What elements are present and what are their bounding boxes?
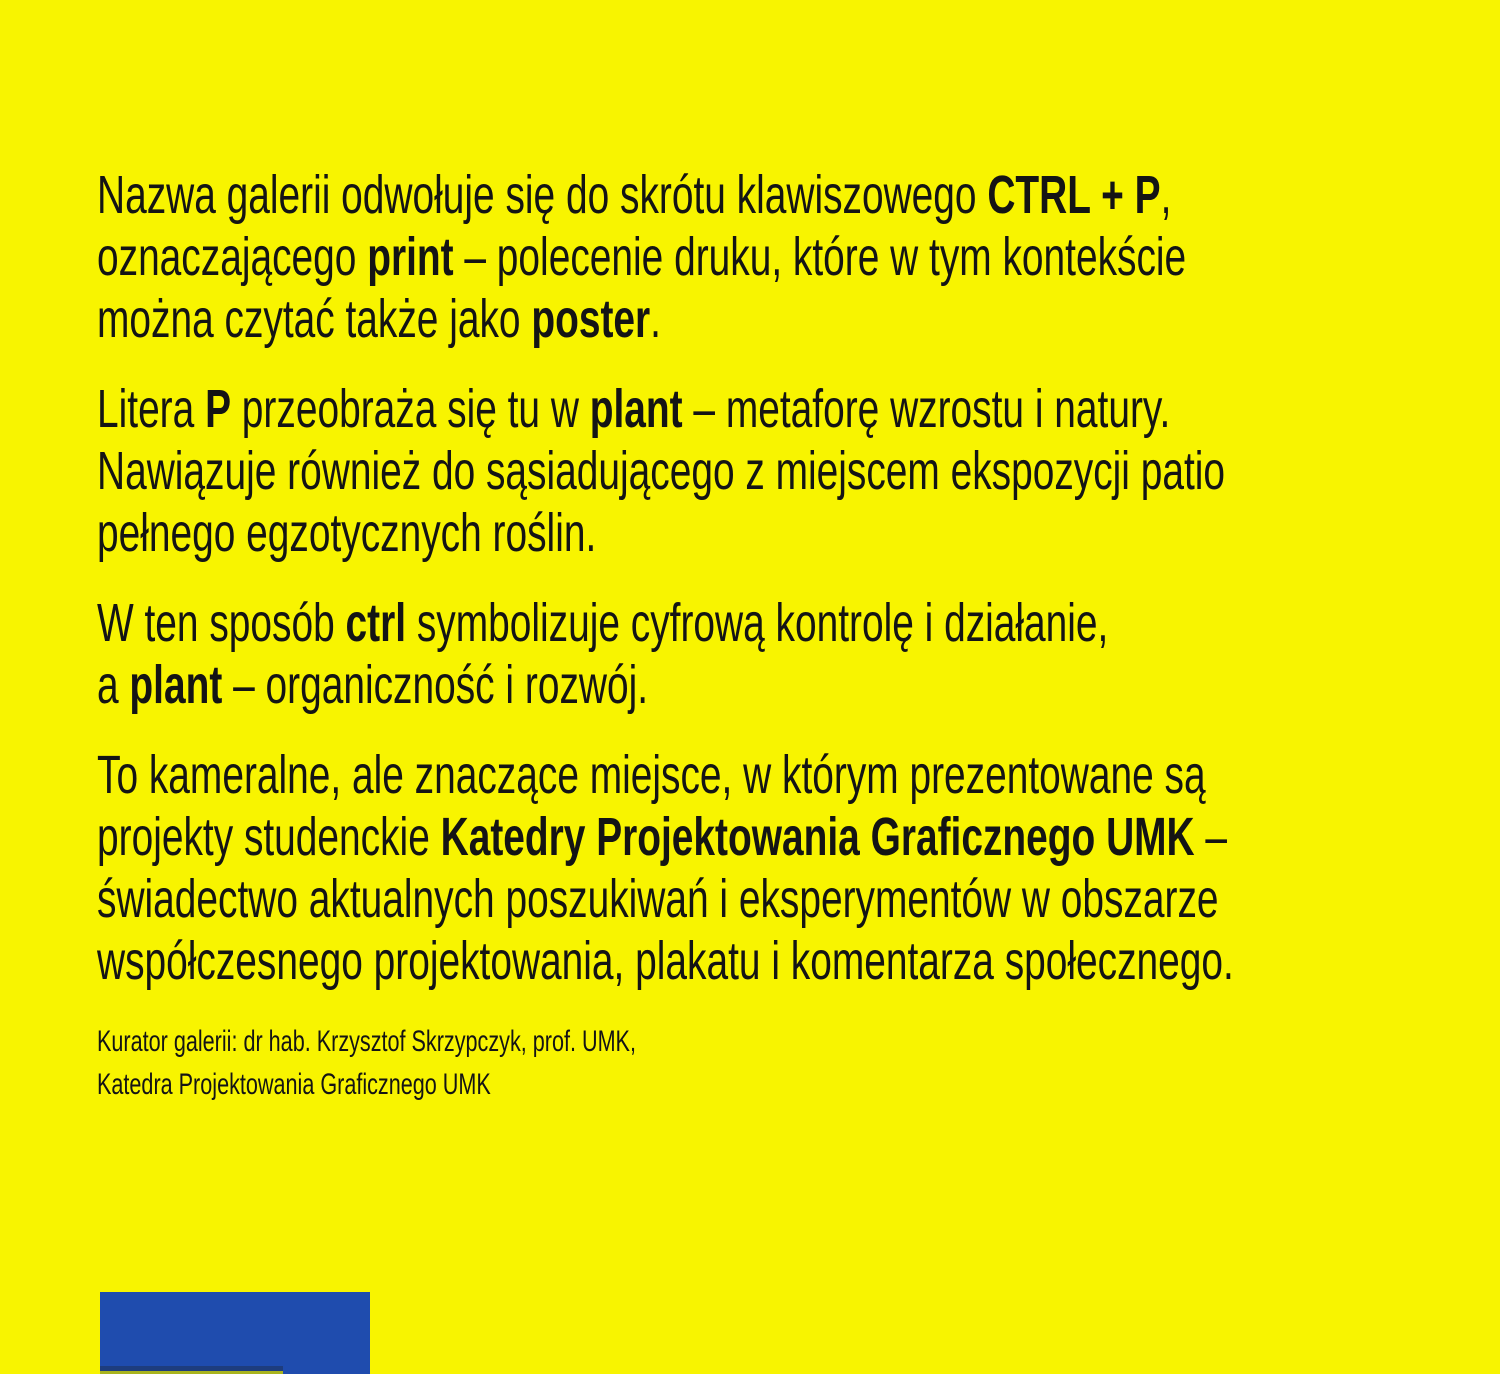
blue-rectangle-decoration [100, 1292, 370, 1374]
text-line [97, 226, 1500, 288]
regular-text: oznaczającego [97, 227, 368, 287]
text-line [97, 930, 1500, 992]
curator-line [97, 1020, 1500, 1063]
regular-text: świadectwo aktualnych poszukiwań i eksperymentów w obszarze [97, 869, 1219, 929]
text-line [97, 806, 1500, 868]
regular-text: – metaforę wzrostu i natury. [682, 379, 1171, 439]
regular-text: symbolizuje cyfrową kontrolę i działanie, [406, 593, 1109, 653]
text-column [97, 164, 1500, 1106]
text-line [97, 288, 1500, 350]
bold-text: poster [531, 289, 651, 349]
regular-text: , [1160, 165, 1172, 225]
paragraph [97, 592, 1500, 716]
regular-text: Nazwa galerii odwołuje się do skrótu klawiszowego [97, 165, 988, 225]
curator-line [97, 1063, 1500, 1106]
regular-text: można czytać także jako [97, 289, 532, 349]
regular-text: – [1194, 807, 1228, 867]
bold-text: plant [129, 655, 223, 715]
paragraph [97, 164, 1500, 350]
bold-text: print [367, 227, 454, 287]
regular-text: Katedra Projektowania Graficznego UMK [97, 1068, 491, 1101]
regular-text: współczesnego projektowania, plakatu i komentarza społecznego. [97, 931, 1234, 991]
regular-text: Nawiązuje również do sąsiadującego z miejscem ekspozycji patio [97, 441, 1226, 501]
regular-text: . [650, 289, 661, 349]
bold-text: Katedry Projektowania Graficznego UMK [440, 807, 1195, 867]
regular-text: – organiczność i rozwój. [222, 655, 649, 715]
paragraphs-container [97, 164, 1500, 992]
paragraph [97, 744, 1500, 992]
regular-text: Litera [97, 379, 206, 439]
text-line [97, 378, 1500, 440]
regular-text: przeobraża się tu w [231, 379, 590, 439]
text-line [97, 440, 1500, 502]
text-line [97, 868, 1500, 930]
text-line [97, 744, 1500, 806]
bold-text: P [205, 379, 232, 439]
regular-text: a [97, 655, 130, 715]
regular-text: To kameralne, ale znaczące miejsce, w którym prezentowane są [97, 745, 1206, 805]
regular-text: projekty studenckie [97, 807, 441, 867]
bold-text: plant [589, 379, 683, 439]
regular-text: Kurator galerii: dr hab. Krzysztof Skrzypczyk, prof. UMK, [97, 1025, 636, 1058]
bold-text: CTRL + P [987, 165, 1161, 225]
text-line [97, 164, 1500, 226]
paragraph [97, 378, 1500, 564]
text-line [97, 502, 1500, 564]
regular-text: W ten sposób [97, 593, 346, 653]
bold-text: ctrl [345, 593, 407, 653]
regular-text: pełnego egzotycznych roślin. [97, 503, 597, 563]
curator-note [97, 1020, 1500, 1106]
regular-text: – polecenie druku, które w tym kontekście [453, 227, 1187, 287]
text-line [97, 654, 1500, 716]
text-line [97, 592, 1500, 654]
